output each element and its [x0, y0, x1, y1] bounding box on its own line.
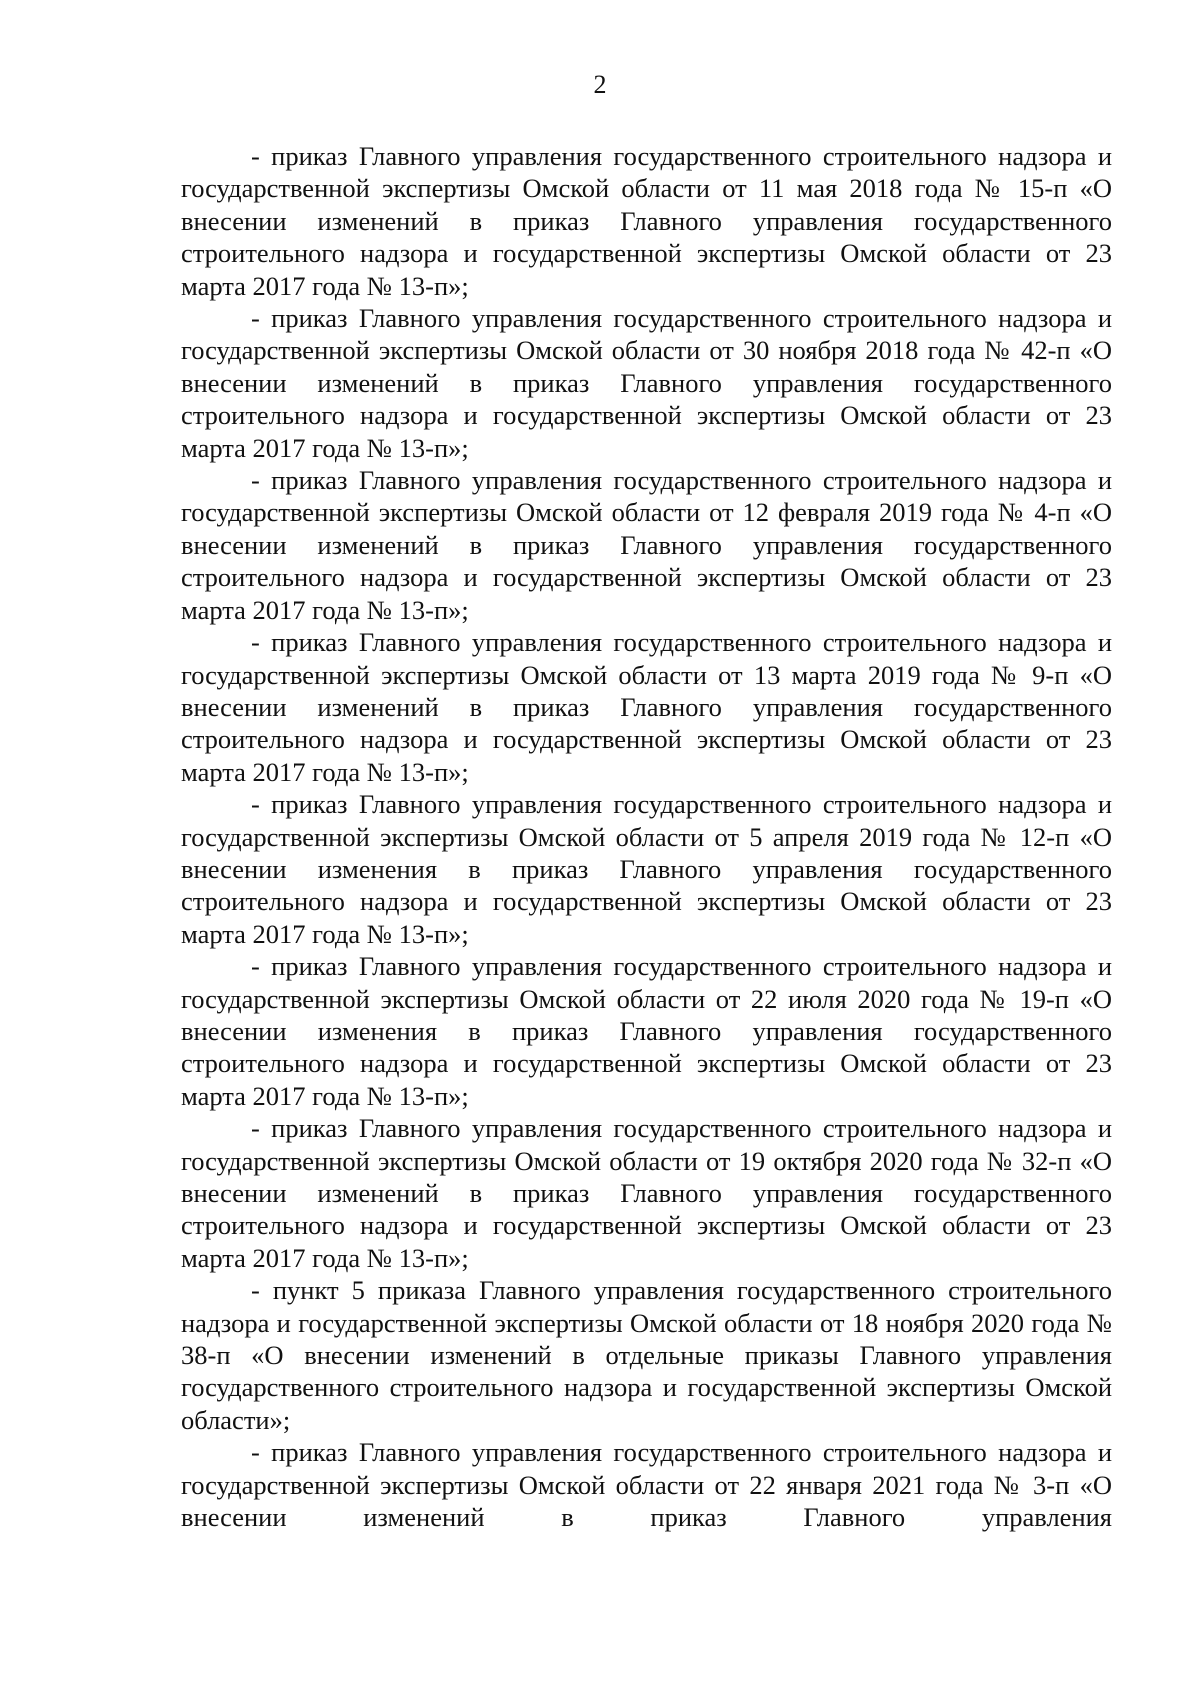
- list-item: - приказ Главного управления государственного строительного надзора и государственной экспертизы Омской области от 22 июля 2020 года № 19-п «О внесении изменения в приказ Главного управления государственного строительного надзора и государственной экспертизы Омской области от 23 марта 2017 года № 13-п»;: [181, 951, 1112, 1111]
- list-item: - приказ Главного управления государственного строительного надзора и государственной экспертизы Омской области от 19 октября 2020 года № 32-п «О внесении изменений в приказ Главного управления государственного строительного надзора и государственной экспертизы Омской области от 23 марта 2017 года № 13-п»;: [181, 1113, 1112, 1273]
- list-item: - приказ Главного управления государственного строительного надзора и государственной экспертизы Омской области от 11 мая 2018 года № 15-п «О внесении изменений в приказ Главного управления государственного строительного надзора и государственной экспертизы Омской области от 23 марта 2017 года № 13-п»;: [181, 141, 1112, 301]
- document-body: [181, 140, 1112, 1533]
- list-item: - приказ Главного управления государственного строительного надзора и государственной экспертизы Омской области от 22 января 2021 года № 3-п «О внесении изменений в приказ Главного управления: [181, 1437, 1112, 1533]
- list-item: - приказ Главного управления государственного строительного надзора и государственной экспертизы Омской области от 30 ноября 2018 года № 42-п «О внесении изменений в приказ Главного управления государственного строительного надзора и государственной экспертизы Омской области от 23 марта 2017 года № 13-п»;: [181, 303, 1112, 463]
- page-number: 2: [593, 70, 607, 99]
- list-item: - приказ Главного управления государственного строительного надзора и государственной экспертизы Омской области от 5 апреля 2019 года № 12-п «О внесении изменения в приказ Главного управления государственного строительного надзора и государственной экспертизы Омской области от 23 марта 2017 года № 13-п»;: [181, 789, 1112, 949]
- list-item: - пункт 5 приказа Главного управления государственного строительного надзора и государственной экспертизы Омской области от 18 ноября 2020 года № 38-п «О внесении изменений в отдельные приказы Главного управления государственного строительного надзора и государственной экспертизы Омской области»;: [181, 1275, 1112, 1435]
- list-item: - приказ Главного управления государственного строительного надзора и государственной экспертизы Омской области от 12 февраля 2019 года № 4-п «О внесении изменений в приказ Главного управления государственного строительного надзора и государственной экспертизы Омской области от 23 марта 2017 года № 13-п»;: [181, 465, 1112, 625]
- list-item: - приказ Главного управления государственного строительного надзора и государственной экспертизы Омской области от 13 марта 2019 года № 9-п «О внесении изменений в приказ Главного управления государственного строительного надзора и государственной экспертизы Омской области от 23 марта 2017 года № 13-п»;: [181, 627, 1112, 787]
